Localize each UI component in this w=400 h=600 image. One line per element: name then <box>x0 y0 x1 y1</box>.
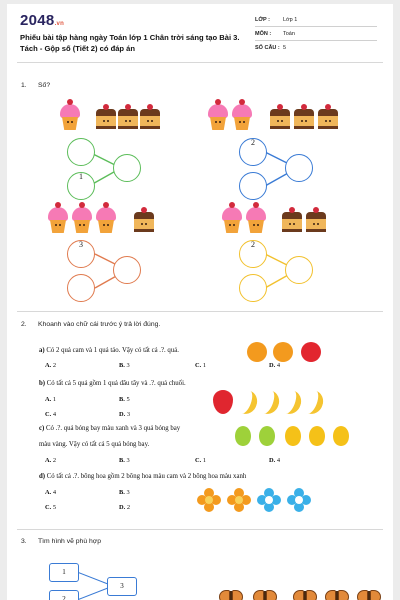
cake-image <box>305 210 327 232</box>
header-divider <box>17 62 383 63</box>
total-circle[interactable] <box>285 256 313 284</box>
total-circle[interactable] <box>113 154 141 182</box>
option-b[interactable] <box>119 362 130 369</box>
option-value: 5 <box>126 396 130 403</box>
cupcake-image <box>245 207 267 233</box>
question-number: 1. <box>21 82 27 89</box>
question-2-label <box>21 321 160 328</box>
cake-image <box>293 107 315 129</box>
cupcake-image <box>59 104 81 130</box>
option-key: D. <box>119 411 126 418</box>
option-value: 2 <box>126 504 131 511</box>
meta-class-value: Lớp 1 <box>283 17 298 23</box>
orange-flower-image <box>197 488 221 512</box>
question-text: Số? <box>38 82 51 89</box>
option-value: 5 <box>52 504 57 511</box>
cake-image <box>281 210 303 232</box>
question-2c-text <box>39 425 180 432</box>
green-balloon-image <box>259 426 275 446</box>
blue-flower-image <box>287 488 311 512</box>
question-text: Tìm hình vẽ phù hợp <box>38 538 102 545</box>
option-c[interactable] <box>195 457 206 464</box>
option-value: 1 <box>202 362 207 369</box>
split-circle[interactable] <box>239 172 267 200</box>
meta-subject-label: MÔN : <box>255 31 272 37</box>
apple-image <box>301 342 321 362</box>
part-text: Có tất cả 5 quả gồm 1 quả dâu tây và .?. quả chuối. <box>46 380 186 387</box>
option-value: 3 <box>126 362 130 369</box>
circle-value: 2 <box>251 138 255 147</box>
cake-image <box>95 107 117 129</box>
part-label: a) <box>39 347 45 354</box>
cake-image <box>117 107 139 129</box>
strawberry-image <box>213 390 233 414</box>
split-circle[interactable] <box>239 274 267 302</box>
orange-image <box>247 342 267 362</box>
option-key: C. <box>45 411 52 418</box>
question-2a-text <box>39 347 179 354</box>
number-box-total[interactable]: 3 <box>107 577 137 596</box>
cupcake-image <box>71 207 93 233</box>
option-a[interactable] <box>45 396 56 403</box>
split-circle[interactable] <box>67 138 95 166</box>
total-circle[interactable] <box>285 154 313 182</box>
part-text: Có 2 quả cam và 1 quả táo. Vậy có tất cả .?. quả. <box>46 347 179 354</box>
part-text: Có .?. quả bóng bay màu xanh và 3 quả bóng bay <box>45 425 181 432</box>
circle-value: 1 <box>79 172 83 181</box>
number-box[interactable]: 2 <box>49 590 79 600</box>
option-value: 1 <box>52 396 57 403</box>
circle-value <box>67 274 95 302</box>
part-text: Có tất cả .?. bông hoa gồm 2 bông hoa màu cam và 2 bông hoa màu xanh <box>46 473 247 480</box>
option-key: D. <box>269 362 276 369</box>
option-value: 3 <box>126 489 130 496</box>
split-circle[interactable] <box>67 240 95 268</box>
meta-class-label: LỚP : <box>255 17 270 23</box>
option-value: 4 <box>52 411 57 418</box>
orange-image <box>273 342 293 362</box>
circle-value: 2 <box>251 240 255 249</box>
part-label: d) <box>39 473 46 480</box>
butterfly-image <box>219 590 243 600</box>
green-balloon-image <box>235 426 251 446</box>
option-a[interactable] <box>45 457 56 464</box>
logo-tld: .vn <box>54 21 65 27</box>
butterfly-image <box>357 590 381 600</box>
meta-subject-value: Toán <box>283 31 295 37</box>
cupcake-image <box>231 104 253 130</box>
meta-count-value: 5 <box>283 45 287 51</box>
option-value: 4 <box>276 362 281 369</box>
option-c[interactable] <box>195 362 206 369</box>
question-2b-text <box>39 380 186 387</box>
yellow-balloon-image <box>285 426 301 446</box>
option-d[interactable] <box>269 457 280 464</box>
yellow-balloon-image <box>309 426 325 446</box>
option-value: 3 <box>126 457 130 464</box>
option-value: 4 <box>52 489 57 496</box>
option-d[interactable] <box>119 504 130 511</box>
question-number: 3. <box>21 538 27 545</box>
option-key: D. <box>269 457 276 464</box>
circle-value <box>113 154 141 182</box>
circle-value <box>67 138 95 166</box>
page-title: Phiếu bài tập hàng ngày Toán lớp 1 Chân trời sáng tạo Bài 3. Tách - Gộp số (Tiết 2) có đáp án <box>20 33 240 53</box>
cupcake-image <box>47 207 69 233</box>
cake-image <box>139 107 161 129</box>
option-key: A. <box>45 457 52 464</box>
yellow-balloon-image <box>333 426 349 446</box>
question-text: Khoanh vào chữ cái trước ý trả lời đúng. <box>38 321 161 328</box>
option-b[interactable] <box>119 489 130 496</box>
option-b[interactable] <box>119 457 130 464</box>
option-key: D. <box>119 504 126 511</box>
circle-value <box>285 256 313 284</box>
option-value: 2 <box>52 457 57 464</box>
question-3-label <box>21 538 101 545</box>
cake-image <box>317 107 339 129</box>
split-circle[interactable] <box>239 240 267 268</box>
option-d[interactable] <box>119 411 130 418</box>
split-circle[interactable] <box>67 172 95 200</box>
option-value: 2 <box>52 362 57 369</box>
circle-value <box>113 256 141 284</box>
option-key: B. <box>119 457 125 464</box>
part-label: b) <box>39 380 46 387</box>
circle-value <box>285 154 313 182</box>
question-number: 2. <box>21 321 27 328</box>
option-value: 1 <box>202 457 207 464</box>
butterfly-image <box>293 590 317 600</box>
cake-image <box>133 210 155 232</box>
blue-flower-image <box>257 488 281 512</box>
split-circle[interactable] <box>67 274 95 302</box>
option-key: B. <box>119 362 125 369</box>
split-circle[interactable] <box>239 138 267 166</box>
part-label: c) <box>39 425 45 432</box>
meta-divider <box>255 40 377 41</box>
option-key: B. <box>119 396 125 403</box>
number-box[interactable]: 1 <box>49 563 79 582</box>
orange-flower-image <box>227 488 251 512</box>
option-value: 4 <box>276 457 281 464</box>
cake-image <box>269 107 291 129</box>
cupcake-image <box>207 104 229 130</box>
option-key: A. <box>45 489 52 496</box>
question-1-label <box>21 82 50 89</box>
total-circle[interactable] <box>113 256 141 284</box>
option-a[interactable] <box>45 489 56 496</box>
circle-value <box>239 274 267 302</box>
option-value: 3 <box>126 411 131 418</box>
option-key: A. <box>45 362 52 369</box>
meta-count-label: SỐ CÂU : <box>255 45 280 51</box>
option-key: A. <box>45 396 52 403</box>
logo-text: 2048 <box>20 12 55 29</box>
meta-divider <box>255 26 377 27</box>
section-divider <box>17 311 383 312</box>
option-key: C. <box>195 457 202 464</box>
option-key: C. <box>195 362 202 369</box>
question-2c-text-line-2: màu vàng. Vậy có tất cả 5 quả bóng bay. <box>39 441 150 448</box>
circle-value: 3 <box>79 240 83 249</box>
worksheet-page <box>7 4 393 600</box>
banana-image <box>298 387 327 417</box>
option-key: C. <box>45 504 52 511</box>
question-2d-text <box>39 473 246 480</box>
butterfly-image <box>253 590 277 600</box>
option-c[interactable] <box>45 504 56 511</box>
option-key: B. <box>119 489 125 496</box>
cupcake-image <box>95 207 117 233</box>
site-logo[interactable] <box>20 12 64 29</box>
option-a[interactable] <box>45 362 56 369</box>
option-d[interactable] <box>269 362 280 369</box>
section-divider <box>17 529 383 530</box>
circle-value <box>239 172 267 200</box>
cupcake-image <box>221 207 243 233</box>
butterfly-image <box>325 590 349 600</box>
option-c[interactable] <box>45 411 56 418</box>
option-b[interactable] <box>119 396 130 403</box>
